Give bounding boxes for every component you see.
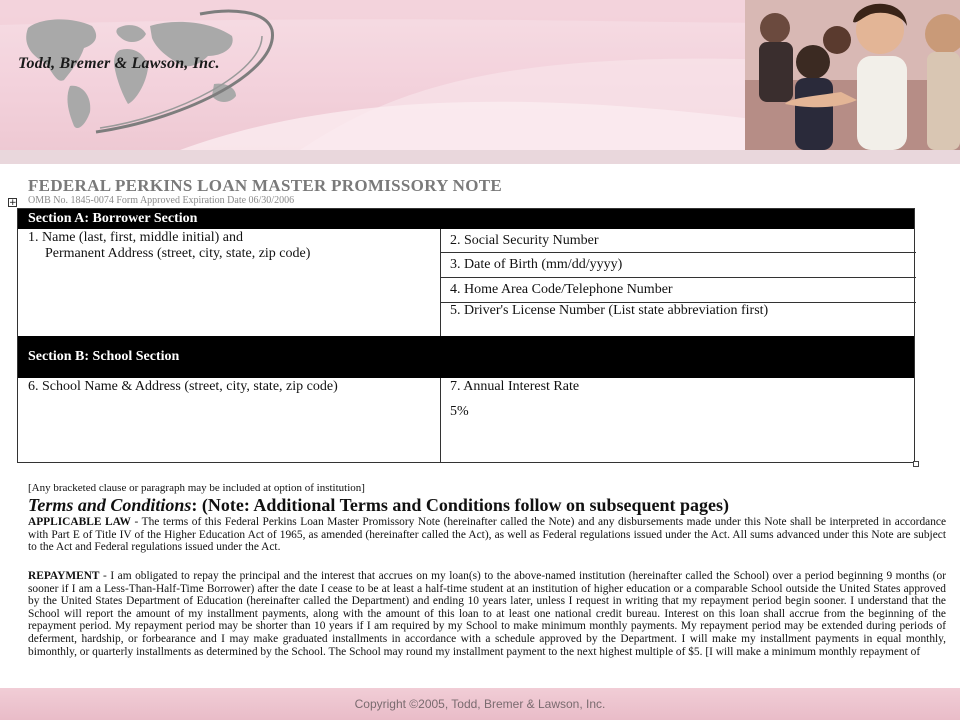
world-map-logo <box>0 0 290 150</box>
promissory-note-form <box>17 208 915 463</box>
header-banner <box>0 0 960 150</box>
field-1-line-2: Permanent Address (street, city, state, zip code) <box>45 246 311 261</box>
phone-field-label[interactable]: 4. Home Area Code/Telephone Number <box>450 282 673 297</box>
divider <box>440 378 441 462</box>
dob-field-label[interactable]: 3. Date of Birth (mm/dd/yyyy) <box>450 257 623 272</box>
ssn-field-label[interactable]: 2. Social Security Number <box>450 233 599 248</box>
name-address-field-label[interactable] <box>28 230 310 262</box>
document-title: FEDERAL PERKINS LOAN MASTER PROMISSORY NOTE <box>28 176 503 195</box>
people-photo-graphic <box>745 0 960 150</box>
terms-heading-rest: : (Note: Additional Terms and Conditions follow on subsequent pages) <box>191 495 729 515</box>
section-a-header: Section A: Borrower Section <box>18 209 914 229</box>
footer-bar <box>0 688 960 720</box>
interest-rate-field-label[interactable]: 7. Annual Interest Rate <box>450 379 580 394</box>
school-address-field-label[interactable]: 6. School Name & Address (street, city, state, zip code) <box>28 379 338 394</box>
divider <box>440 252 916 253</box>
header-photo-people <box>745 0 960 150</box>
section-b-header: Section B: School Section <box>18 336 914 378</box>
repayment-paragraph <box>28 570 946 680</box>
omb-info: OMB No. 1845-0074 Form Approved Expiration Date 06/30/2006 <box>28 195 295 206</box>
divider <box>440 229 441 336</box>
company-logo-text: Todd, Bremer & Lawson, Inc. <box>18 55 220 72</box>
repayment-label: REPAYMENT <box>28 570 100 582</box>
divider <box>440 277 916 278</box>
applicable-law-text: - The terms of this Federal Perkins Loan Master Promissory Note (hereinafter called the Note) and any disbursements made under this Note shall be interpreted in accordance with Part E of Title IV of the Higher Education Act of 1965, as amended (hereinafter called the Act), as well as Federal regulations issued under the Act. All sums advanced under this Note are subject to the Act and Federal regulations issued under the Act. <box>28 516 947 554</box>
terms-heading-italic: Terms and Conditions <box>28 495 192 515</box>
bracketed-clause-note: [Any bracketed clause or paragraph may be included at option of institution] <box>28 482 365 494</box>
table-move-handle-icon[interactable]: + <box>9 198 17 208</box>
drivers-license-field-label[interactable]: 5. Driver's License Number (List state abbreviation first) <box>450 303 769 318</box>
applicable-law-label: APPLICABLE LAW <box>28 516 131 528</box>
repayment-text: - I am obligated to repay the principal and the interest that accrues on my loan(s) to the above-named institution (hereinafter called the School) over a period beginning 9 months (or sooner if I am a Less-Than-Half-Time Borrower) after the date I cease to be at least a half-time student at an institution of higher education or a comparable School outside the United States approved by the United States Department of Education (hereinafter called the Department) and ending 10 years later, unless I request in writing that my repayment period begin sooner. I understand that the School will report the amount of my installment payments, along with the amount of this loan to at least one national credit bureau. Interest on this loan shall accrue from the beginning of the repayment period. My repayment period may be shorter than 10 years if I am required by my School to make minimum monthly payments. My repayment period may be extended during periods of deferment, hardship, or forbearance and I may make graduated installments in accordance with a schedule approved by the Department. I will make my installment payments in equal monthly, bimonthly, or quarterly installments as determined by the School. The School may round my installment payment to the next highest multiple of $5. [I will make a minimum monthly repayment of <box>28 570 946 658</box>
table-resize-handle-icon[interactable] <box>913 461 919 467</box>
header-separator <box>0 150 960 164</box>
copyright-text: Copyright ©2005, Todd, Bremer & Lawson, Inc. <box>354 697 606 711</box>
interest-rate-value: 5% <box>450 404 469 419</box>
applicable-law-paragraph <box>28 516 946 554</box>
field-1-line-1: 1. Name (last, first, middle initial) and <box>28 230 244 245</box>
terms-heading <box>28 495 729 516</box>
